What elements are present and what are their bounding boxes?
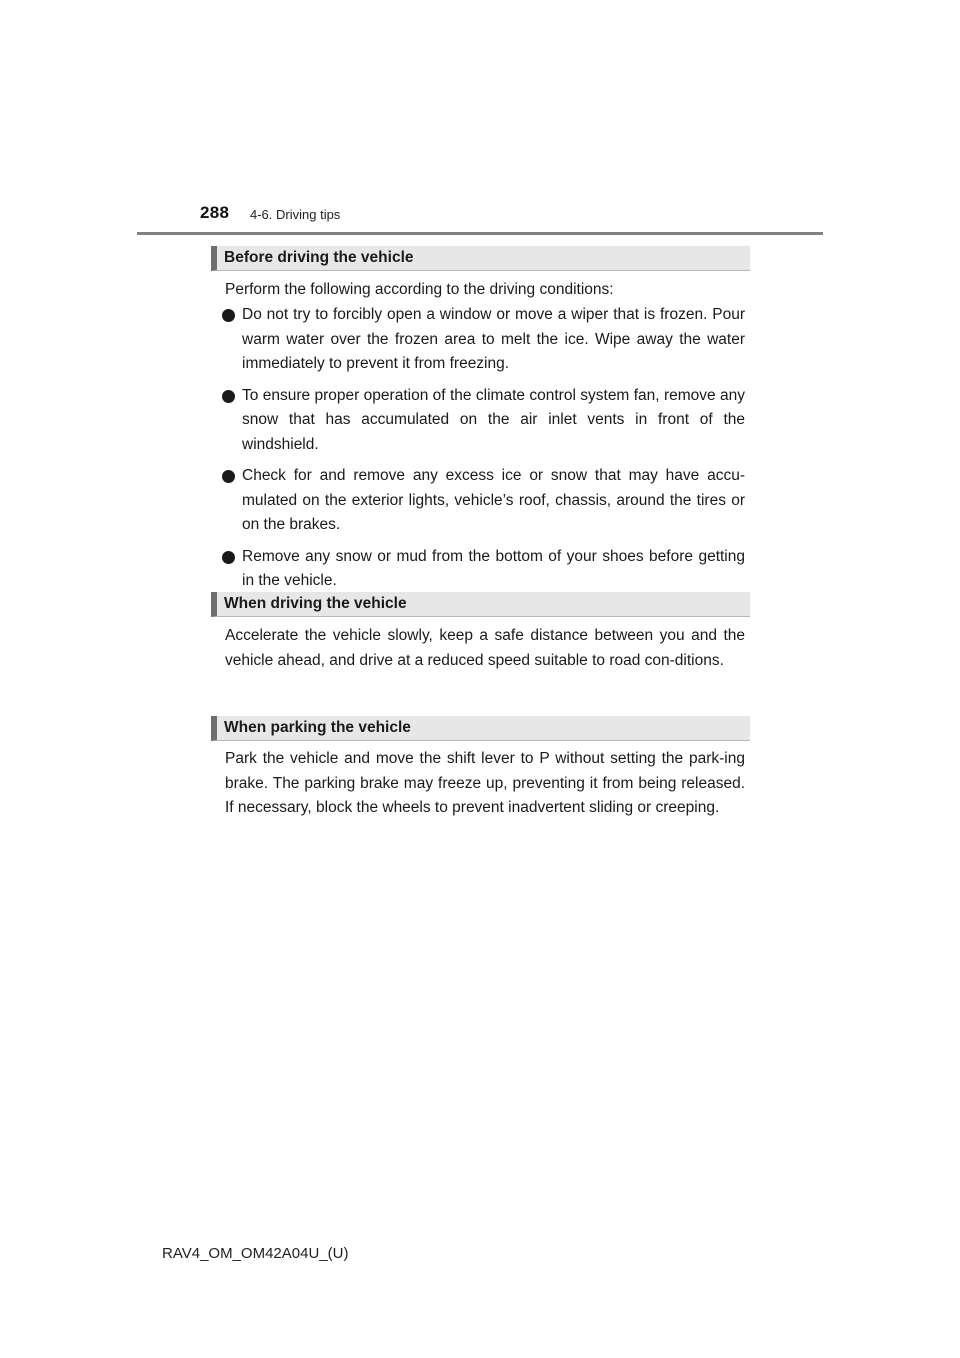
- section-intro: Perform the following according to the driving conditions:: [225, 281, 614, 298]
- section-heading-when-driving: [211, 592, 750, 617]
- section-title: When parking the vehicle: [224, 719, 411, 736]
- list-item: [222, 464, 745, 538]
- section-heading-when-parking: [211, 716, 750, 741]
- section-body: Accelerate the vehicle slowly, keep a safe distance between you and the vehicle ahead, and drive at a reduced speed suitable to road con-ditions.: [225, 627, 745, 669]
- list-item-text: Do not try to forcibly open a window or move a wiper that is frozen. Pour warm water over the frozen area to melt the ice. Wipe away the water immediately to prevent it from freezing.: [242, 306, 745, 372]
- bullet-icon: [222, 551, 235, 564]
- bullet-icon: [222, 390, 235, 403]
- header-divider: [137, 232, 823, 235]
- bullet-icon: [222, 470, 235, 483]
- list-item: [222, 384, 745, 458]
- bullet-icon: [222, 309, 235, 322]
- list-item: [222, 545, 745, 594]
- section-body: Park the vehicle and move the shift lever to P without setting the park-ing brake. The parking brake may freeze up, preventing it from being released. If necessary, block the wheels to prevent inadvertent sliding or creeping.: [225, 750, 745, 816]
- section-heading-before-driving: [211, 246, 750, 271]
- list-item-text: Remove any snow or mud from the bottom of your shoes before getting in the vehicle.: [242, 547, 745, 589]
- section-title: When driving the vehicle: [224, 595, 407, 612]
- section-title: Before driving the vehicle: [224, 249, 414, 266]
- precaution-list: [222, 303, 745, 601]
- section-label: 4-6. Driving tips: [250, 207, 341, 222]
- list-item-text: To ensure proper operation of the climate control system fan, remove any snow that has accumulated on the air inlet vents in front of the windshield.: [242, 386, 745, 453]
- list-item: [222, 303, 745, 377]
- list-item-text: Check for and remove any excess ice or snow that may have accu-mulated on the exterior lights, vehicle’s roof, chassis, around the tires or on the brakes.: [242, 467, 745, 533]
- page-number: 288: [200, 203, 230, 222]
- document-code: RAV4_OM_OM42A04U_(U): [162, 1245, 349, 1262]
